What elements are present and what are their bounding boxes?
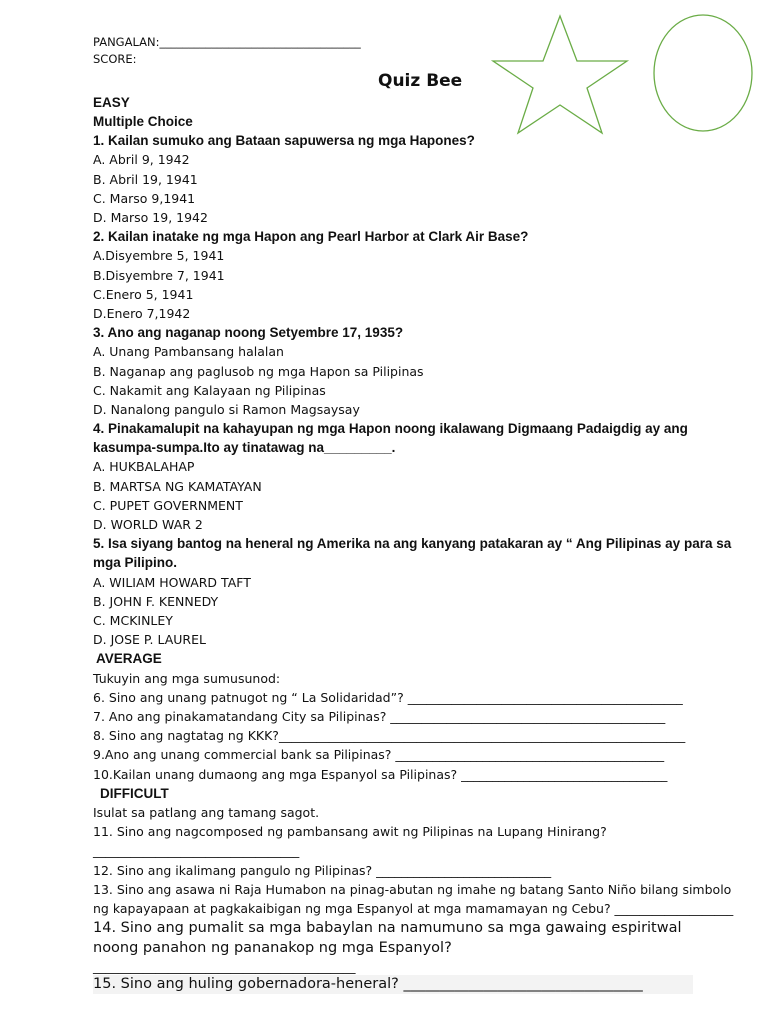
choice: A. WILIAM HOWARD TAFT — [93, 575, 251, 590]
choice: A. HUKBALAHAP — [93, 459, 195, 474]
question-14-line-1: 14. Sino ang pumalit sa mga babaylan na namumuno sa mga gawaing espiritwal — [93, 920, 682, 936]
question-3: 3. Ano ang naganap noong Setyembre 17, 1935? — [93, 325, 404, 340]
section-heading-easy: EASY — [93, 95, 130, 110]
choice: A. Abril 9, 1942 — [93, 152, 190, 167]
question-11: 11. Sino ang nagcomposed ng pambansang awit ng Pilipinas na Lupang Hinirang? — [93, 824, 607, 839]
choice: B.Disyembre 7, 1941 — [93, 268, 225, 283]
page-title: Quiz Bee — [378, 71, 463, 91]
choice: D. Nanalong pangulo si Ramon Magsaysay — [93, 402, 360, 417]
star-shape — [493, 16, 627, 133]
choice: B. JOHN F. KENNEDY — [93, 594, 219, 609]
choice: B. MARTSA NG KAMATAYAN — [93, 479, 262, 494]
question-13-line-1: 13. Sino ang asawa ni Raja Humabon na pinag-abutan ng imahe ng batang Santo Niño bilang simbolo — [93, 882, 732, 897]
question-2: 2. Kailan inatake ng mga Hapon ang Pearl Harbor at Clark Air Base? — [93, 229, 529, 244]
question-8: 8. Sino ang nagtatag ng KKK?_________________________________________________________________ — [93, 728, 686, 743]
question-4-line-1: 4. Pinakamalupit na kahayupan ng mga Hapon noong ikalawang Digmaang Padaigdig ay ang — [93, 421, 688, 436]
question-5-line-1: 5. Isa siyang bantog na heneral ng Amerika na ang kanyang patakaran ay “ Ang Pilipinas ay para sa — [93, 536, 732, 551]
choice: C. PUPET GOVERNMENT — [93, 498, 243, 513]
question-14-line-2: noong panahon ng pananakop ng mga Espanyol? — [93, 940, 452, 956]
question-5-line-2: mga Pilipino. — [93, 555, 178, 570]
answer-blank-14: __________________________________________ — [93, 959, 356, 974]
subheading-multiple-choice: Multiple Choice — [93, 114, 193, 129]
choice: A.Disyembre 5, 1941 — [93, 248, 225, 263]
choice: C. Marso 9,1941 — [93, 191, 196, 206]
choice: D. Marso 19, 1942 — [93, 210, 208, 225]
choice: B. Abril 19, 1941 — [93, 172, 198, 187]
average-instruction: Tukuyin ang mga sumusunod: — [93, 671, 281, 686]
choice: C. Nakamit ang Kalayaan ng Pilipinas — [93, 383, 326, 398]
question-9: 9.Ano ang unang commercial bank sa Pilipinas? ___________________________________________ — [93, 747, 665, 762]
question-4-line-2: kasumpa-sumpa.Ito ay tinatawag na_________. — [93, 440, 396, 455]
name-field-label: PANGALAN:___________________________________ — [93, 35, 361, 49]
section-heading-difficult: DIFFICULT — [100, 786, 169, 801]
question-13-line-2: ng kapayapaan at pagkakaibigan ng mga Espanyol at mga mamamayan ng Cebu? ___________________ — [93, 901, 734, 916]
choice: C.Enero 5, 1941 — [93, 287, 194, 302]
choice: B. Naganap ang paglusob ng mga Hapon sa Pilipinas — [93, 364, 424, 379]
oval-shape — [654, 15, 752, 131]
question-1: 1. Kailan sumuko ang Bataan sapuwersa ng mga Hapones? — [93, 133, 475, 148]
difficult-instruction: Isulat sa patlang ang tamang sagot. — [93, 805, 320, 820]
answer-blank-11: _________________________________ — [93, 843, 300, 858]
choice: D.Enero 7,1942 — [93, 306, 191, 321]
choice: C. MCKINLEY — [93, 613, 173, 628]
score-label: SCORE: — [93, 52, 137, 66]
question-6: 6. Sino ang unang patnugot ng “ La Solidaridad”? ____________________________________________ — [93, 690, 683, 705]
choice: D. JOSE P. LAUREL — [93, 632, 206, 647]
choice: D. WORLD WAR 2 — [93, 517, 203, 532]
question-7: 7. Ano ang pinakamatandang City sa Pilipinas? ____________________________________________ — [93, 709, 666, 724]
question-10: 10.Kailan unang dumaong ang mga Espanyol sa Pilipinas? _________________________________ — [93, 767, 668, 782]
question-15: 15. Sino ang huling gobernadora-heneral? _________________________________ — [93, 975, 693, 994]
choice: A. Unang Pambansang halalan — [93, 344, 284, 359]
section-heading-average: AVERAGE — [96, 651, 162, 666]
question-12: 12. Sino ang ikalimang pangulo ng Pilipinas? ____________________________ — [93, 863, 552, 878]
